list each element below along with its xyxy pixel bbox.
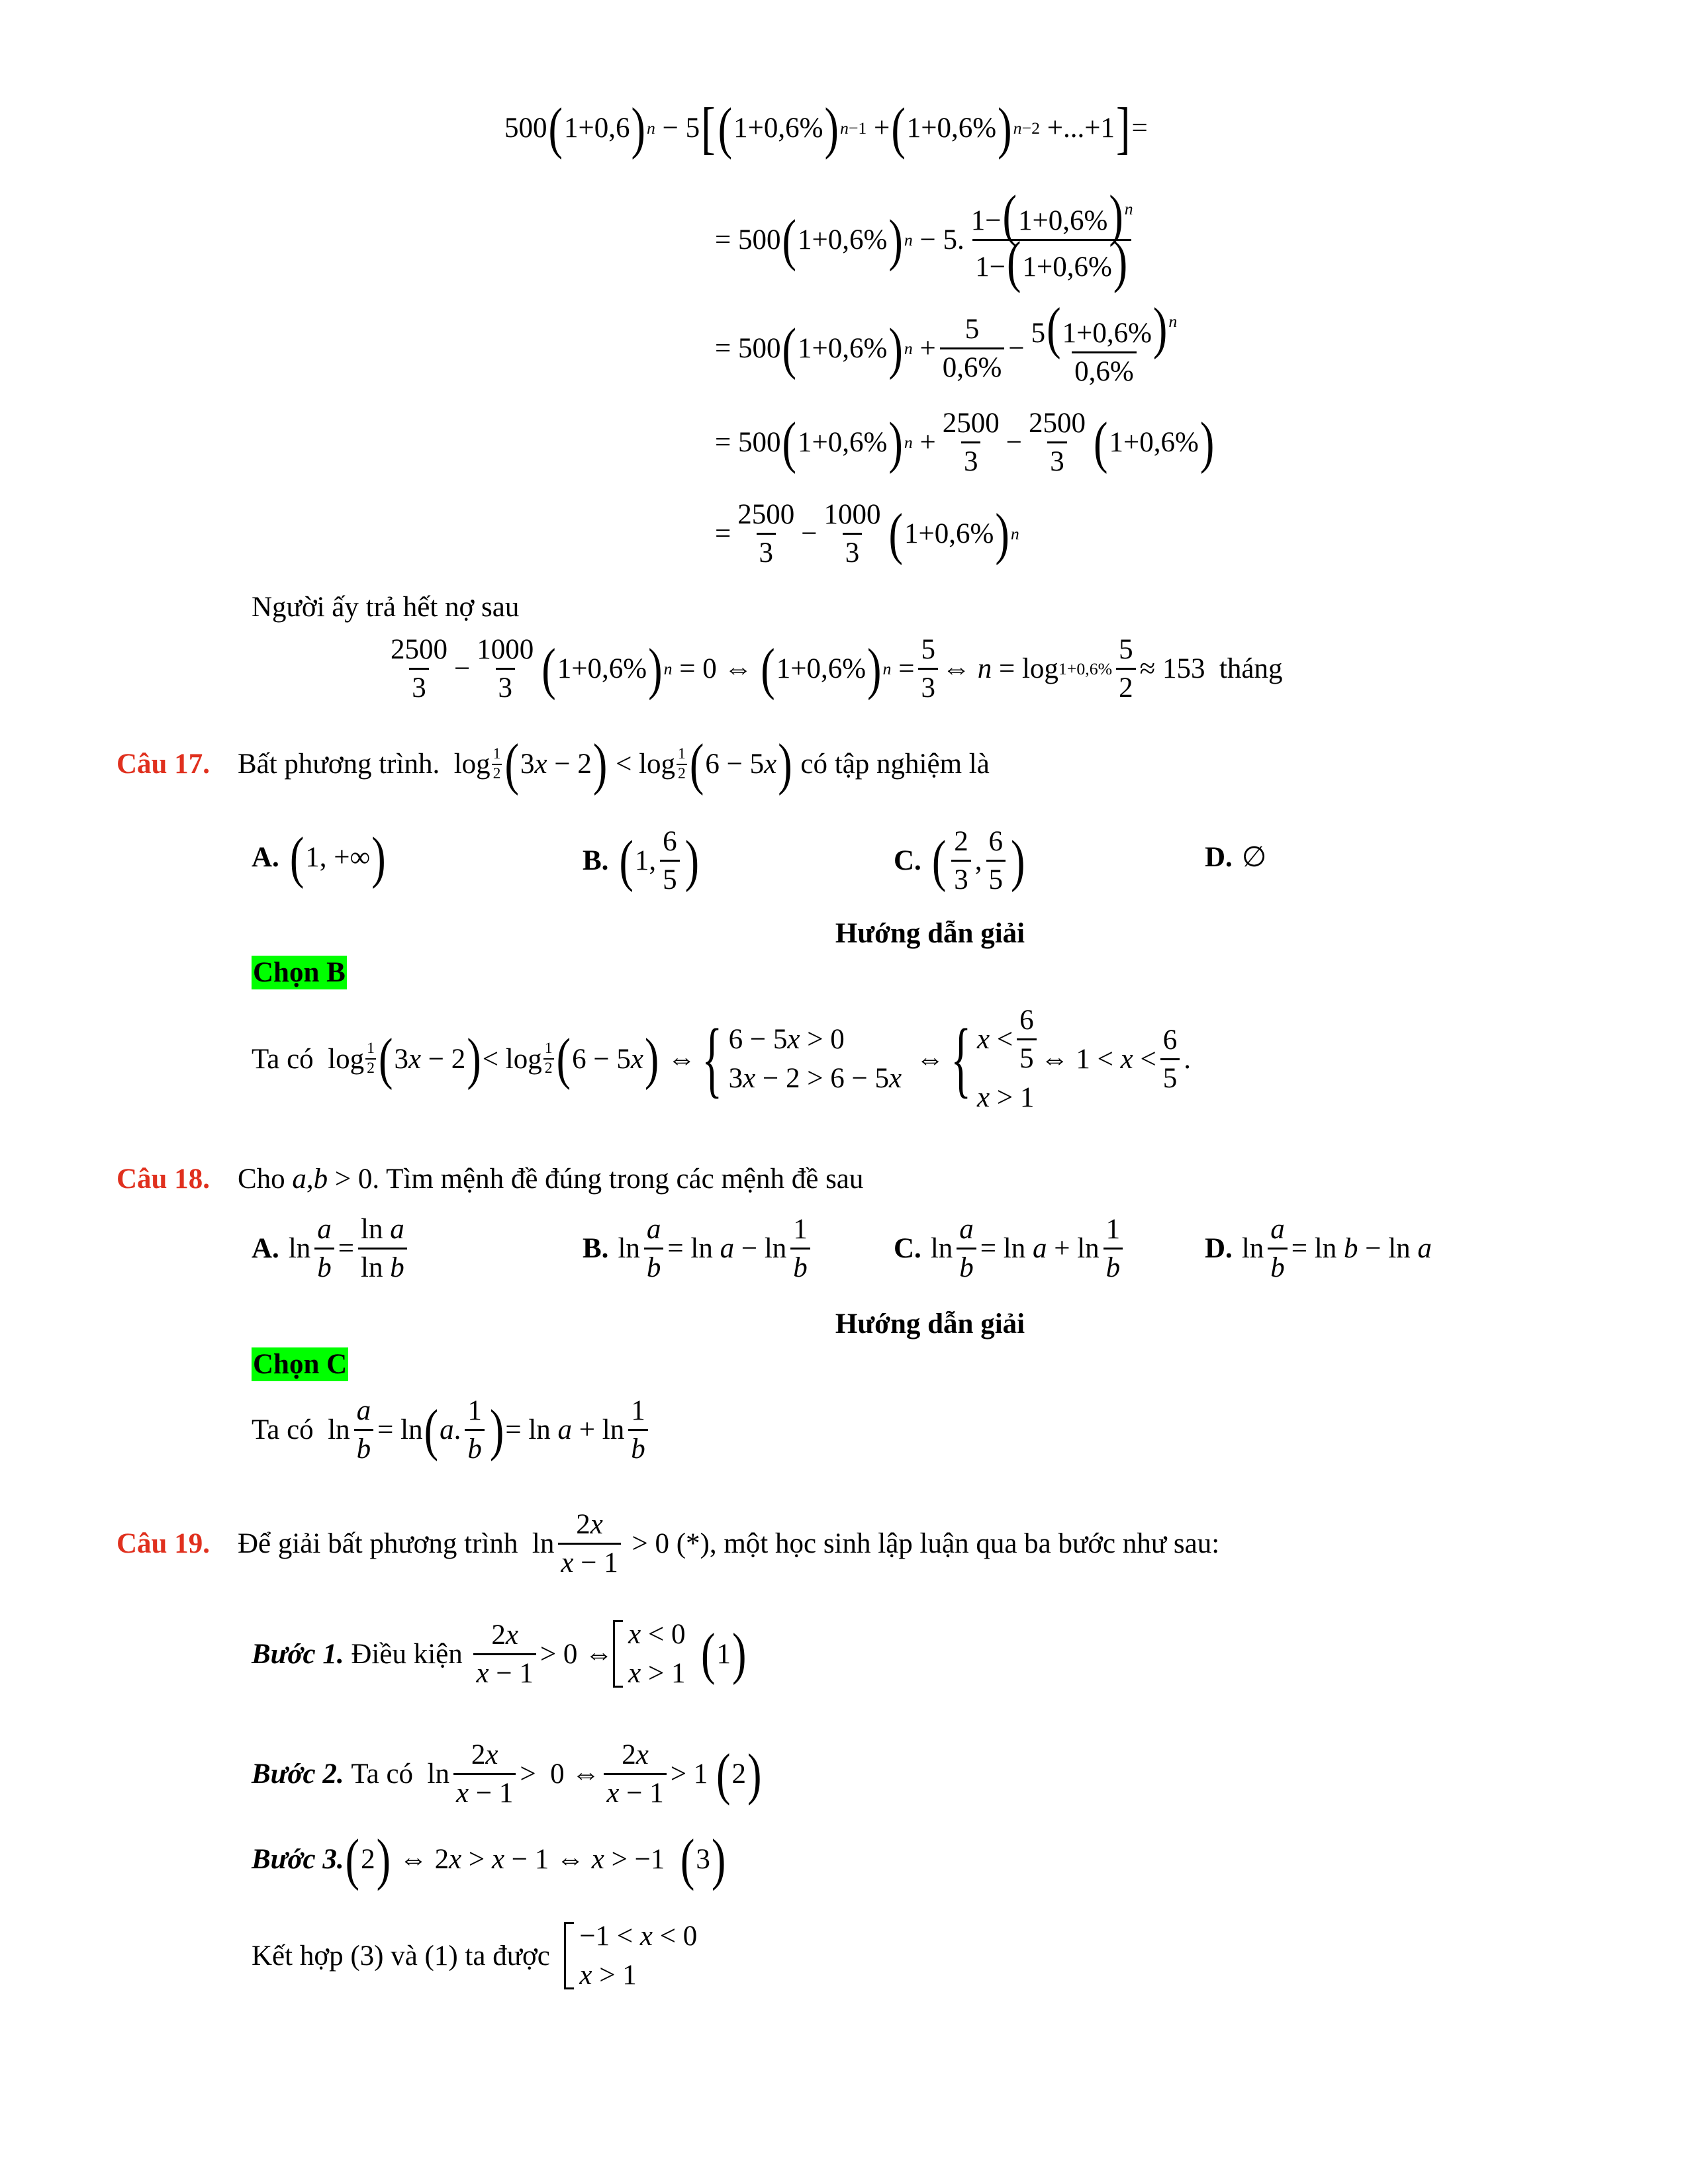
q19-stem: Câu 19. Để giải bất phương trình ln 2x x − 1 > 0 (*), một học sinh lập luận qua ba bước như sau: — [117, 1509, 1220, 1578]
q19-number: Câu 19. — [117, 1528, 210, 1559]
q17-option-d[interactable]: D. ∅ — [1205, 841, 1267, 873]
months-label: tháng — [1219, 653, 1283, 684]
q17-answer: Chọn B — [253, 957, 346, 988]
q17-number: Câu 17. — [117, 749, 210, 780]
q17-guide-heading: Hướng dẫn giải — [835, 918, 1025, 949]
derivation-line-4: = 500 ( 1+0,6% ) n + 2500 3 − 2500 3 ( 1+0,6% ) — [715, 408, 1215, 477]
derivation-line-2: = 500 ( 1+0,6% ) n − 5. $1-(1+0,6\%)^n$ 1−(1+0,6%) — [715, 183, 1133, 294]
q19-step-3: Bước 3. ( 2 ) ⇔ 2 x > x − 1 ⇔ x > −1 ( 3 ) — [252, 1827, 726, 1891]
q19-combine: Kết hợp (3) và (1) ta được −1 < x < 0 x > 1 — [252, 1921, 698, 1991]
q19-step-1: Bước 1. Điều kiện 2x x − 1 > 0 ⇔ x < 0 x > 1 ( 1 ) — [252, 1619, 747, 1689]
q18-number: Câu 18. — [117, 1163, 210, 1195]
derivation-line-1: 500 ( 1+0,6 ) n − 5 [ ( 1+0,6% ) n −1 + ( 1+0,6% ) n −2 +...+1 ] = — [504, 96, 1148, 160]
q17-option-c[interactable]: C. ( 2 3 , 6 5 ) — [894, 826, 1025, 895]
repaid-text: Người ấy trả hết nợ sau — [252, 592, 520, 623]
derivation-line-5: = 2500 3 − 1000 3 ( 1+0,6% ) n — [715, 499, 1019, 569]
q18-answer-wrap — [252, 1350, 348, 1379]
q18-answer: Chọn C — [253, 1349, 348, 1380]
q18-option-a[interactable]: A. ln a b = ln a ln b — [252, 1215, 411, 1282]
q18-option-c[interactable]: C. ln a b = ln a + ln 1 b — [894, 1215, 1127, 1282]
q19-step-2: Bước 2. Ta có ln 2x x − 1 > 0 ⇔ 2x x − 1 > 1 ( 2 ) — [252, 1739, 762, 1809]
q17-stem: Câu 17. Bất phương trình. log 1 2 ( 3 x − 2 ) < log 1 2 ( 6 − 5 x ) có tập nghiệm là — [117, 732, 990, 796]
repaid-equation: 2500 3 − 1000 3 ( 1+0,6% ) n = 0 ⇔ ( 1+0,6% ) n = 5 3 ⇔ n = log 1+0,6% 5 2 ≈ 153 tháng — [391, 634, 1283, 704]
derivation-line-3: = 500 ( 1+0,6% ) n + 5 0,6% − $5(1+0,6\%)^n$ 0,6% — [715, 296, 1178, 387]
q18-option-d[interactable]: D. ln a b = ln b − ln a — [1205, 1214, 1432, 1283]
q18-guide-heading: Hướng dẫn giải — [835, 1308, 1025, 1340]
q18-option-b[interactable]: B. ln a b = ln a − ln 1 b — [583, 1215, 814, 1282]
q17-option-a[interactable]: A. ( 1, +∞ ) — [252, 825, 386, 889]
q18-stem: Câu 18. Cho a , b > 0 . Tìm mệnh đề đúng trong các mệnh đề sau — [117, 1163, 864, 1195]
q17-solution: Ta có log 1 2 ( 3 x − 2 ) < log 1 2 ( 6 − 5 x ) ⇔ { 6 − 5x > 0 3x − 2 > 6 − 5x ⇔ { x < 6 5 x > 1 ⇔ 1 < x < 6 5 . — [252, 1005, 1191, 1113]
q17-stem-a: Bất phương trình. — [237, 749, 440, 780]
q17-stem-b: có tập nghiệm là — [800, 749, 990, 780]
q17-answer-wrap — [252, 958, 347, 987]
q18-solution: Ta có ln a b = ln ( a . 1 b ) = ln a + ln 1 b — [252, 1396, 652, 1463]
q17-option-b[interactable]: B. ( 1, 6 5 ) — [583, 826, 700, 895]
